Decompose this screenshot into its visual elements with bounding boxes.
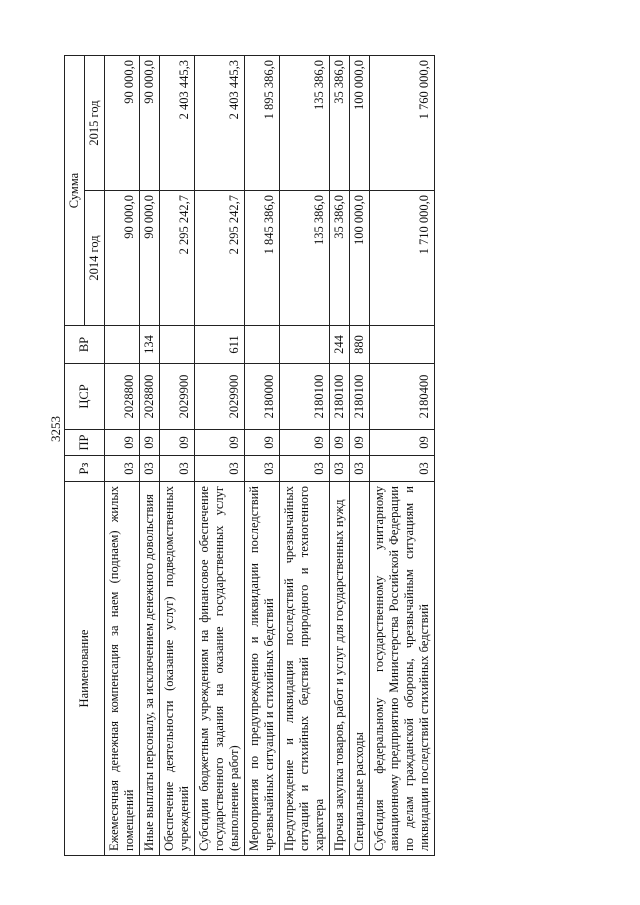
row-vr	[370, 326, 435, 364]
row-2014: 35 386,0	[330, 191, 350, 326]
row-2014: 1 710 000,0	[370, 191, 435, 326]
header-2015: 2015 год	[85, 56, 105, 191]
row-2014: 1 845 386,0	[245, 191, 280, 326]
row-2015: 1 760 000,0	[370, 56, 435, 191]
row-name: Ежемесячная денежная компенсация за наем (поднаем) жилых помещений	[105, 482, 140, 856]
row-rz: 03	[195, 456, 245, 482]
row-name: Субсидии бюджетным учреждениям на финансовое обеспечение государственного задания на оказание государственных услуг (выполнение работ)	[195, 482, 245, 856]
table-row	[160, 56, 195, 856]
row-2015: 2 403 445,3	[195, 56, 245, 191]
row-csr: 2029900	[195, 364, 245, 430]
row-2014: 2 295 242,7	[195, 191, 245, 326]
row-name: Иные выплаты персоналу, за исключением денежного довольствия	[140, 482, 160, 856]
table-row	[245, 56, 280, 856]
row-rz: 03	[280, 456, 330, 482]
row-csr: 2180000	[245, 364, 280, 430]
table-row	[280, 56, 330, 856]
table-row	[195, 56, 245, 856]
rotated-table-container	[64, 56, 594, 856]
row-2015: 90 000,0	[105, 56, 140, 191]
row-rz: 03	[105, 456, 140, 482]
header-pr: ПР	[65, 430, 105, 456]
table-row	[140, 56, 160, 856]
header-row	[65, 56, 85, 856]
row-rz: 03	[160, 456, 195, 482]
row-rz: 03	[245, 456, 280, 482]
row-pr: 09	[330, 430, 350, 456]
header-csr: ЦСР	[65, 364, 105, 430]
row-vr: 244	[330, 326, 350, 364]
row-rz: 03	[140, 456, 160, 482]
row-2015: 100 000,0	[350, 56, 370, 191]
row-csr: 2180100	[280, 364, 330, 430]
header-sum: Сумма	[65, 56, 85, 326]
row-2014: 135 386,0	[280, 191, 330, 326]
row-pr: 09	[195, 430, 245, 456]
row-vr: 880	[350, 326, 370, 364]
row-csr: 2029900	[160, 364, 195, 430]
row-pr: 09	[140, 430, 160, 456]
header-2014: 2014 год	[85, 191, 105, 326]
row-name: Прочая закупка товаров, работ и услуг для государственных нужд	[330, 482, 350, 856]
table-row	[330, 56, 350, 856]
row-rz: 03	[350, 456, 370, 482]
row-rz: 03	[370, 456, 435, 482]
row-csr: 2180400	[370, 364, 435, 430]
table-row	[105, 56, 140, 856]
row-pr: 09	[350, 430, 370, 456]
row-name: Обеспечение деятельности (оказание услуг) подведомственных учреждений	[160, 482, 195, 856]
row-csr: 2028800	[140, 364, 160, 430]
page-number: 3253	[48, 416, 63, 442]
row-name: Мероприятия по предупреждению и ликвидации последствий чрезвычайных ситуаций и стихийных бедствий	[245, 482, 280, 856]
row-name: Специальные расходы	[350, 482, 370, 856]
row-pr: 09	[370, 430, 435, 456]
header-rz: Рз	[65, 456, 105, 482]
row-vr	[245, 326, 280, 364]
row-name: Предупреждение и ликвидация последствий чрезвычайных ситуаций и стихийных бедствий природного и техногенного характера	[280, 482, 330, 856]
row-vr: 611	[195, 326, 245, 364]
row-2014: 90 000,0	[105, 191, 140, 326]
row-2015: 135 386,0	[280, 56, 330, 191]
row-pr: 09	[105, 430, 140, 456]
row-pr: 09	[245, 430, 280, 456]
row-2015: 90 000,0	[140, 56, 160, 191]
row-2015: 1 895 386,0	[245, 56, 280, 191]
row-2014: 90 000,0	[140, 191, 160, 326]
row-2015: 35 386,0	[330, 56, 350, 191]
table-row	[370, 56, 435, 856]
row-csr: 2180100	[330, 364, 350, 430]
row-2014: 2 295 242,7	[160, 191, 195, 326]
row-csr: 2028800	[105, 364, 140, 430]
header-vr: ВР	[65, 326, 105, 364]
header-name: Наименование	[65, 482, 105, 856]
row-2015: 2 403 445,3	[160, 56, 195, 191]
budget-table	[64, 55, 435, 856]
row-rz: 03	[330, 456, 350, 482]
row-name: Субсидия федеральному государственному унитарному авиационному предприятию Министерства Российской Федерации по делам гражданской обороны, чрезвычайным ситуациям и ликвидации последствий стихийных бедствий	[370, 482, 435, 856]
row-vr	[105, 326, 140, 364]
row-pr: 09	[160, 430, 195, 456]
row-csr: 2180100	[350, 364, 370, 430]
row-vr	[280, 326, 330, 364]
row-pr: 09	[280, 430, 330, 456]
row-vr: 134	[140, 326, 160, 364]
row-vr	[160, 326, 195, 364]
table-row	[350, 56, 370, 856]
row-2014: 100 000,0	[350, 191, 370, 326]
